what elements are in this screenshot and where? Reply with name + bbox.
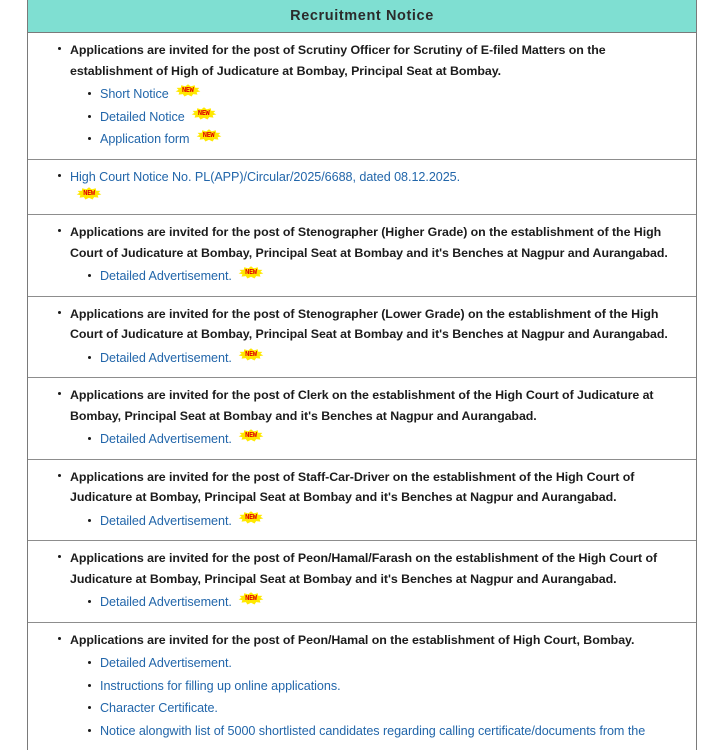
notice-item-stenographer-higher-grade (38, 222, 686, 288)
notice-link[interactable]: Notice alongwith list of 5000 shortlisted candidates regarding calling certificate/documents from the (100, 723, 646, 738)
new-badge-label: NEW (245, 268, 257, 276)
new-badge-label: NEW (197, 108, 210, 117)
notice-main-list (38, 304, 686, 370)
notice-row (28, 623, 696, 750)
new-starburst-icon (175, 84, 201, 97)
new-starburst-icon (191, 107, 217, 120)
notice-sub-item (70, 591, 686, 614)
notice-sub-item (70, 652, 686, 675)
notice-sub-item (70, 106, 686, 129)
notice-sub-item (70, 675, 686, 698)
notice-heading: Applications are invited for the post of Scrutiny Officer for Scrutiny of E-filed Matters on the establishment of High of Judicature at Bombay, Principal Seat at Bombay. (70, 43, 606, 78)
notice-heading-link[interactable]: High Court Notice No. PL(APP)/Circular/2025/6688, dated 08.12.2025. (70, 169, 461, 184)
notice-item-peon-hamal-farash (38, 548, 686, 614)
notice-sub-item (70, 83, 686, 106)
page-title: Recruitment Notice (28, 0, 696, 33)
notice-link[interactable]: Instructions for filling up online applications. (100, 678, 341, 693)
notice-row (28, 541, 696, 623)
notice-item-peon-hamal (38, 630, 686, 743)
new-badge-label: NEW (202, 131, 215, 139)
notice-link[interactable]: Short Notice (100, 87, 169, 101)
notice-row (28, 160, 696, 216)
notice-main-list (38, 222, 686, 288)
notice-heading: Applications are invited for the post of Stenographer (Higher Grade) on the establishment of the High Court of Judicature at Bombay, Principal Seat at Bombay and it's Benches at Nagpur and Aurangabad. (70, 225, 668, 260)
notice-sub-item (70, 347, 686, 370)
notice-heading: Applications are invited for the post of Staff-Car-Driver on the establishment of the High Court of Judicature at Bombay, Principal Seat at Bombay and it's Benches at Nagpur and Aurangabad. (70, 469, 635, 504)
notice-sub-item (70, 128, 686, 151)
recruitment-notice-panel (27, 0, 697, 750)
notice-sub-item (70, 720, 686, 743)
notice-link[interactable]: Detailed Advertisement. (100, 513, 232, 528)
notice-main-list (38, 167, 686, 207)
notice-sub-list (70, 510, 686, 533)
notice-item-high-court-notice-circular[interactable] (38, 167, 686, 207)
new-starburst-icon (238, 429, 264, 442)
notice-sub-list (70, 83, 686, 151)
notice-list (28, 33, 696, 750)
notice-item-scrutiny-officer (38, 40, 686, 151)
notice-sub-list (70, 591, 686, 614)
new-badge-label: NEW (245, 594, 257, 602)
new-starburst-icon (238, 348, 264, 361)
notice-main-list (38, 630, 686, 743)
notice-main-list (38, 467, 686, 533)
notice-row (28, 215, 696, 297)
new-badge-label: NEW (245, 349, 257, 358)
notice-sub-item (70, 510, 686, 533)
new-starburst-icon (238, 592, 264, 605)
new-starburst-icon (196, 129, 222, 142)
notice-row (28, 460, 696, 542)
notice-link[interactable]: Detailed Advertisement. (100, 595, 232, 609)
new-starburst-icon (238, 266, 264, 279)
notice-main-list (38, 385, 686, 451)
notice-main-list (38, 548, 686, 614)
notice-row (28, 378, 696, 460)
new-badge-label: NEW (245, 431, 257, 439)
notice-link[interactable]: Detailed Notice (100, 109, 185, 124)
notice-sub-item (70, 265, 686, 288)
notice-sub-list (70, 652, 686, 742)
notice-row (28, 33, 696, 160)
notice-row (28, 297, 696, 379)
notice-item-staff-car-driver (38, 467, 686, 533)
notice-link[interactable]: Detailed Advertisement. (100, 432, 232, 446)
notice-main-list (38, 40, 686, 151)
notice-heading: Applications are invited for the post of Peon/Hamal on the establishment of High Court, Bombay. (70, 632, 635, 647)
notice-link[interactable]: Detailed Advertisement. (100, 350, 232, 365)
new-badge-label: NEW (83, 189, 95, 197)
notice-link[interactable]: Detailed Advertisement. (100, 269, 232, 283)
notice-heading: Applications are invited for the post of Clerk on the establishment of the High Court of Judicature at Bombay, Principal Seat at Bombay and it's Benches at Nagpur and Aurangabad. (70, 388, 654, 423)
notice-sub-list (70, 347, 686, 370)
notice-sub-item (70, 428, 686, 451)
notice-link[interactable]: Character Certificate. (100, 701, 218, 715)
notice-item-clerk (38, 385, 686, 451)
new-starburst-icon (238, 511, 264, 524)
notice-sub-list (70, 428, 686, 451)
notice-sub-item (70, 697, 686, 720)
new-starburst-icon (76, 187, 102, 200)
new-badge-label: NEW (181, 86, 194, 94)
notice-heading: Applications are invited for the post of Stenographer (Lower Grade) on the establishment of the High Court of Judicature at Bombay, Principal Seat at Bombay and it's Benches at Nagpur and Aurangabad. (70, 306, 668, 341)
new-badge-label: NEW (245, 512, 257, 521)
notice-item-stenographer-lower-grade (38, 304, 686, 370)
notice-link[interactable]: Application form (100, 132, 190, 146)
notice-heading: Applications are invited for the post of Peon/Hamal/Farash on the establishment of the High Court of Judicature at Bombay, Principal Seat at Bombay and it's Benches at Nagpur and Aurangabad. (70, 551, 658, 586)
notice-link[interactable]: Detailed Advertisement. (100, 656, 232, 670)
notice-sub-list (70, 265, 686, 288)
